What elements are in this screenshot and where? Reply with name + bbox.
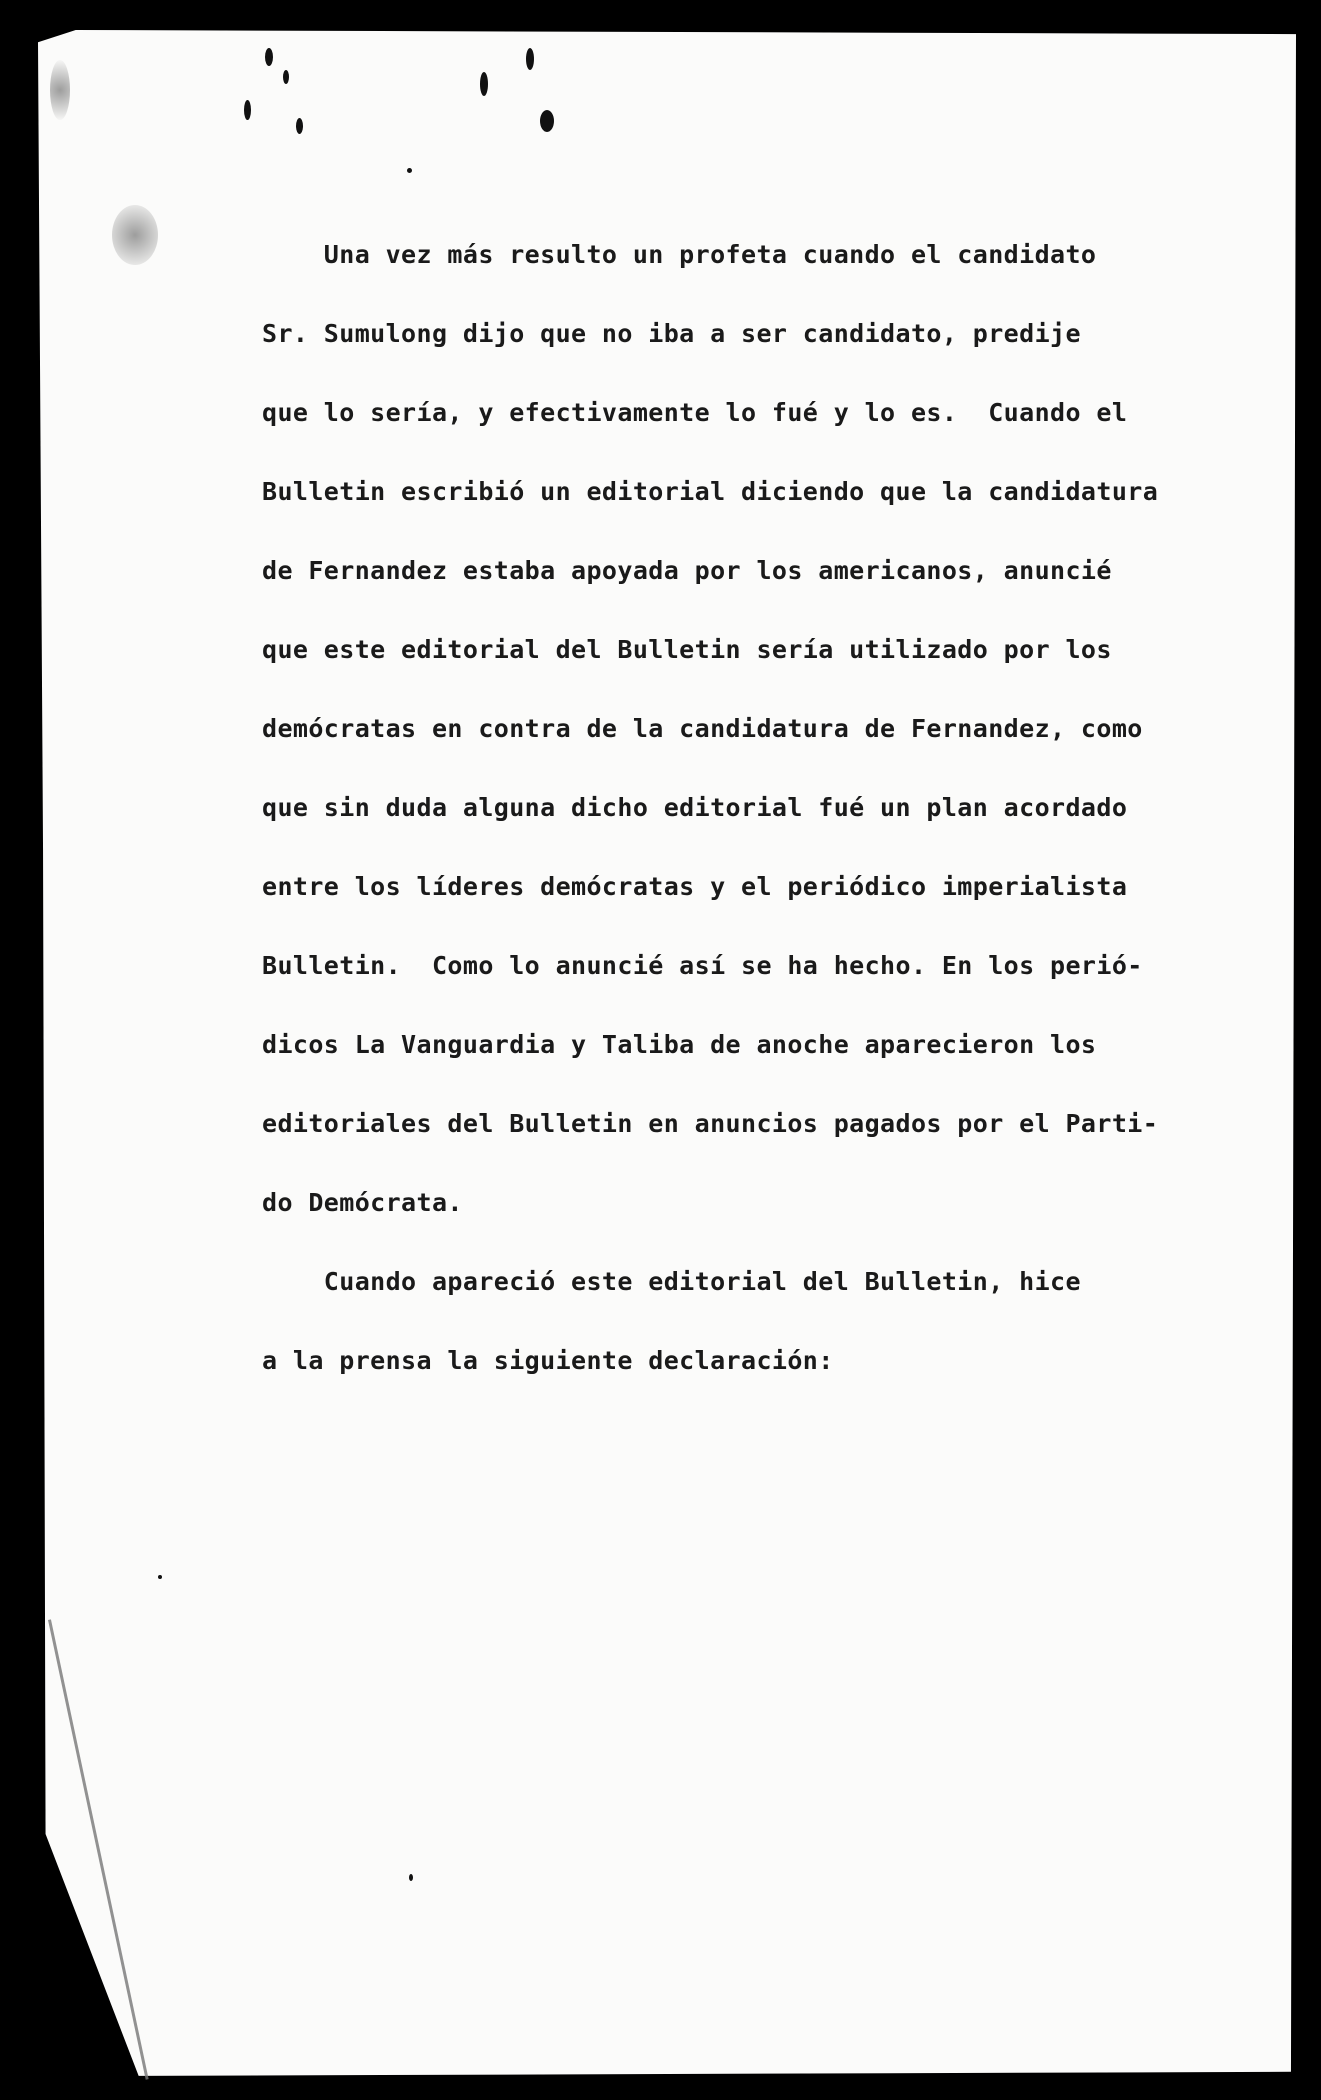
- text-line: que este editorial del Bulletin sería utilizado por los: [262, 635, 1112, 664]
- text-line: entre los líderes demócratas y el periódico imperialista: [262, 872, 1128, 901]
- ink-speck: [480, 72, 488, 96]
- text-line: demócratas en contra de la candidatura de Fernandez, como: [262, 714, 1143, 743]
- ink-speck: [296, 118, 303, 134]
- text-line: Bulletin. Como lo anuncié así se ha hecho. En los perió-: [262, 951, 1143, 980]
- text-line: Una vez más resulto un profeta cuando el candidato: [262, 240, 1097, 269]
- text-line: de Fernandez estaba apoyada por los americanos, anuncié: [262, 556, 1112, 585]
- ink-speck: [283, 70, 289, 84]
- ink-speck: [409, 1874, 413, 1881]
- text-line: do Demócrata.: [262, 1188, 463, 1217]
- scan-smudge: [112, 205, 158, 265]
- scan-smudge: [50, 60, 70, 120]
- text-line: Bulletin escribió un editorial diciendo que la candidatura: [262, 477, 1159, 506]
- text-line: dicos La Vanguardia y Taliba de anoche aparecieron los: [262, 1030, 1097, 1059]
- ink-speck: [244, 100, 251, 120]
- ink-speck: [540, 110, 554, 132]
- ink-speck: [407, 168, 412, 173]
- text-line: a la prensa la siguiente declaración:: [262, 1346, 834, 1375]
- text-line: editoriales del Bulletin en anuncios pagados por el Parti-: [262, 1109, 1159, 1138]
- text-line: Cuando apareció este editorial del Bulletin, hice: [262, 1267, 1081, 1296]
- ink-speck: [265, 48, 273, 66]
- text-line: Sr. Sumulong dijo que no iba a ser candidato, predije: [262, 319, 1081, 348]
- text-line: que sin duda alguna dicho editorial fué un plan acordado: [262, 793, 1128, 822]
- text-line: que lo sería, y efectivamente lo fué y lo es. Cuando el: [262, 398, 1128, 427]
- ink-speck: [158, 1575, 162, 1579]
- ink-speck: [526, 48, 534, 70]
